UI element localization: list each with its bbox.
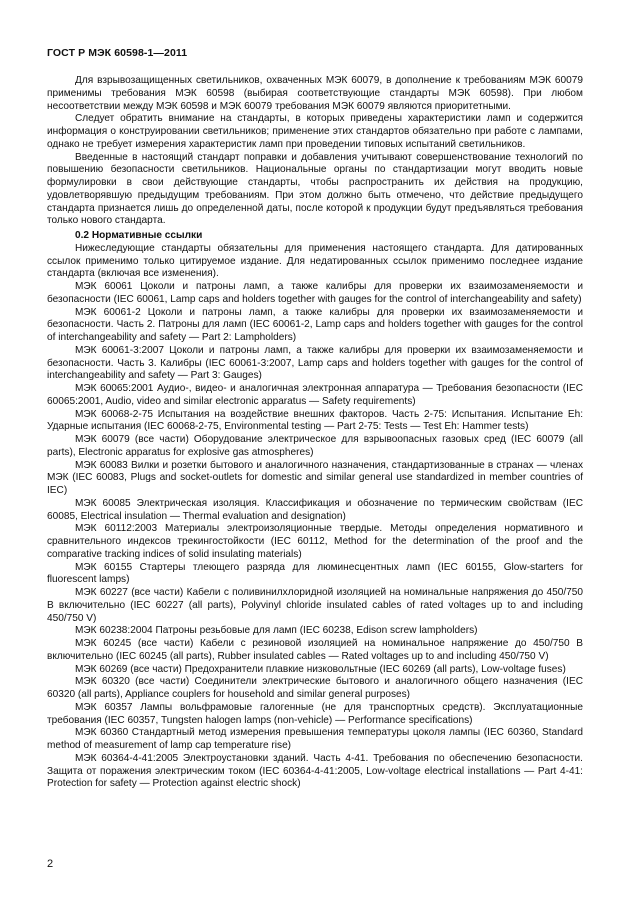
reference-paragraph: МЭК 60238:2004 Патроны резьбовые для ламп (IEC 60238, Edison screw lampholders) — [75, 625, 478, 637]
reference-paragraph: МЭК 60320 (все части) Соединители электрические бытового и аналогичного общего назначения (IEC 60320 (all parts), Appliance couplers for household and similar general purposes) — [47, 676, 583, 700]
reference-paragraph: Нижеследующие стандарты обязательны для применения настоящего стандарта. Для датированных ссылок применимо только цитируемое издание. Для недатированных ссылок применимо последнее издание стандарта (включая все изменения). — [47, 242, 583, 280]
reference-paragraph: МЭК 60061-2 Цоколи и патроны ламп, а также калибры для проверки их взаимозаменяемости и безопасности. Часть 2. Патроны для ламп (IEC 60061-2, Lamp caps and holders together with gauges for the control of interchangeability and safety — Part 2: Lampholders) — [47, 306, 583, 343]
document-header: ГОСТ Р МЭК 60598-1—2011 — [47, 47, 188, 59]
reference-paragraph: МЭК 60085 Электрическая изоляция. Классификация и обозначение по термическим свойствам (IEC 60085, Electrical insulation — Thermal evaluation and designation) — [47, 497, 583, 522]
reference-paragraph: МЭК 60364-4-41:2005 Электроустановки зданий. Часть 4-41. Требования по обеспечению безопасности. Защита от поражения электрическим током (IEC 60364-4-41:2005, Low-voltage electrical installations — Part 4-41: Protection for safety — Protection against electric shock) — [47, 752, 583, 790]
reference-paragraph: МЭК 60065:2001 Аудио-, видео- и аналогичная электронная аппаратура — Требования безопасности (IEC 60065:2001, Audio, video and similar electronic apparatus — Safety requirements) — [47, 383, 583, 407]
intro-paragraph: Следует обратить внимание на стандарты, в которых приведены характеристики ламп и содержится информация о конструировании светильников; применение этих стандартов обязательно при работе с лампами, однако не требует измерения характеристик ламп при проведении типовых испытаний светильников. — [47, 113, 583, 150]
document-body — [47, 75, 583, 791]
reference-paragraph: МЭК 60269 (все части) Предохранители плавкие низковольтные (IEC 60269 (all parts), Low-voltage fuses) — [75, 663, 566, 675]
reference-paragraph: МЭК 60245 (все части) Кабели с резиновой изоляцией на номинальное напряжение до 450/750 В включительно (IEC 60245 (all parts), Rubber insulated cables — Rated voltages up to and including 450/750 V) — [47, 638, 583, 662]
reference-paragraph: МЭК 60061 Цоколи и патроны ламп, а также калибры для проверки их взаимозаменяемости и безопасности (IEC 60061, Lamp caps and holders together with gauges for the control of interchangeability and safety) — [47, 281, 583, 305]
intro-paragraph: Для взрывозащищенных светильников, охваченных МЭК 60079, в дополнение к требованиям МЭК 60079 применимы требования МЭК 60598 (выбирая соответствующие стандарты МЭК 60598). При любом несоответствии между МЭК 60598 и МЭК 60079 требования МЭК 60079 являются приоритетными. — [47, 75, 583, 112]
section-title: 0.2 Нормативные ссылки — [75, 230, 203, 241]
page-number: 2 — [47, 858, 54, 870]
reference-paragraph: МЭК 60068-2-75 Испытания на воздействие внешних факторов. Часть 2-75: Испытания. Испытание Eh: Ударные испытания (IEC 60068-2-75, Environmental testing — Part 2-75: Tests — Test Eh: Hammer tests) — [47, 408, 583, 433]
reference-paragraph: МЭК 60357 Лампы вольфрамовые галогенные (не для транспортных средств). Эксплуатационные требования (IEC 60357, Tungsten halogen lamps (non-vehicle) — Performance specifications) — [47, 701, 583, 726]
reference-paragraph: МЭК 60061-3:2007 Цоколи и патроны ламп, а также калибры для проверки их взаимозаменяемости и безопасности. Часть 3. Калибры (IEC 60061-3:2007, Lamp caps and holders together with gauges for the control of interchangeability and safety — Part 3: Gauges) — [47, 344, 583, 382]
reference-paragraph: МЭК 60083 Вилки и розетки бытового и аналогичного назначения, стандартизованные в странах — членах МЭК (IEC 60083, Plugs and socket-outlets for domestic and similar general use standardized in member countries of IEC) — [47, 459, 583, 496]
reference-paragraph: МЭК 60112:2003 Материалы электроизоляционные твердые. Методы определения нормативного и сравнительного индексов трекингостойкости (IEC 60112, Method for the determination of the proof and the comparative tracking indices of solid insulating materials) — [47, 523, 583, 560]
reference-paragraph: МЭК 60360 Стандартный метод измерения превышения температуры цоколя лампы (IEC 60360, Standard method of measurement of lamp cap temperature rise) — [47, 727, 583, 751]
reference-paragraph: МЭК 60227 (все части) Кабели с поливинилхлоридной изоляцией на номинальные напряжения до 450/750 В включительно (IEC 60227 (all parts), Polyvinyl chloride insulated cables of rated voltages up to and including 450/750 V) — [47, 587, 583, 624]
intro-paragraph: Введенные в настоящий стандарт поправки и добавления учитывают совершенствование технологий по повышению безопасности светильников. Национальные органы по стандартизации могут вводить новые формулировки в свои действующие стандарты, чтобы распространить их действия на продукцию, удовлетворявшую предыдущим требованиям. При этом должно быть отмечено, что действие предыдущего стандарта признается лишь до определенной даты, после которой к продукции будут предъявляться требования только нового стандарта. — [47, 151, 583, 227]
reference-paragraph: МЭК 60079 (все части) Оборудование электрическое для взрывоопасных газовых сред (IEC 60079 (all parts), Electronic apparatus for explosive gas atmospheres) — [47, 434, 583, 458]
reference-paragraph: МЭК 60155 Стартеры тлеющего разряда для люминесцентных ламп (IEC 60155, Glow-starters for fluorescent lamps) — [47, 561, 583, 586]
